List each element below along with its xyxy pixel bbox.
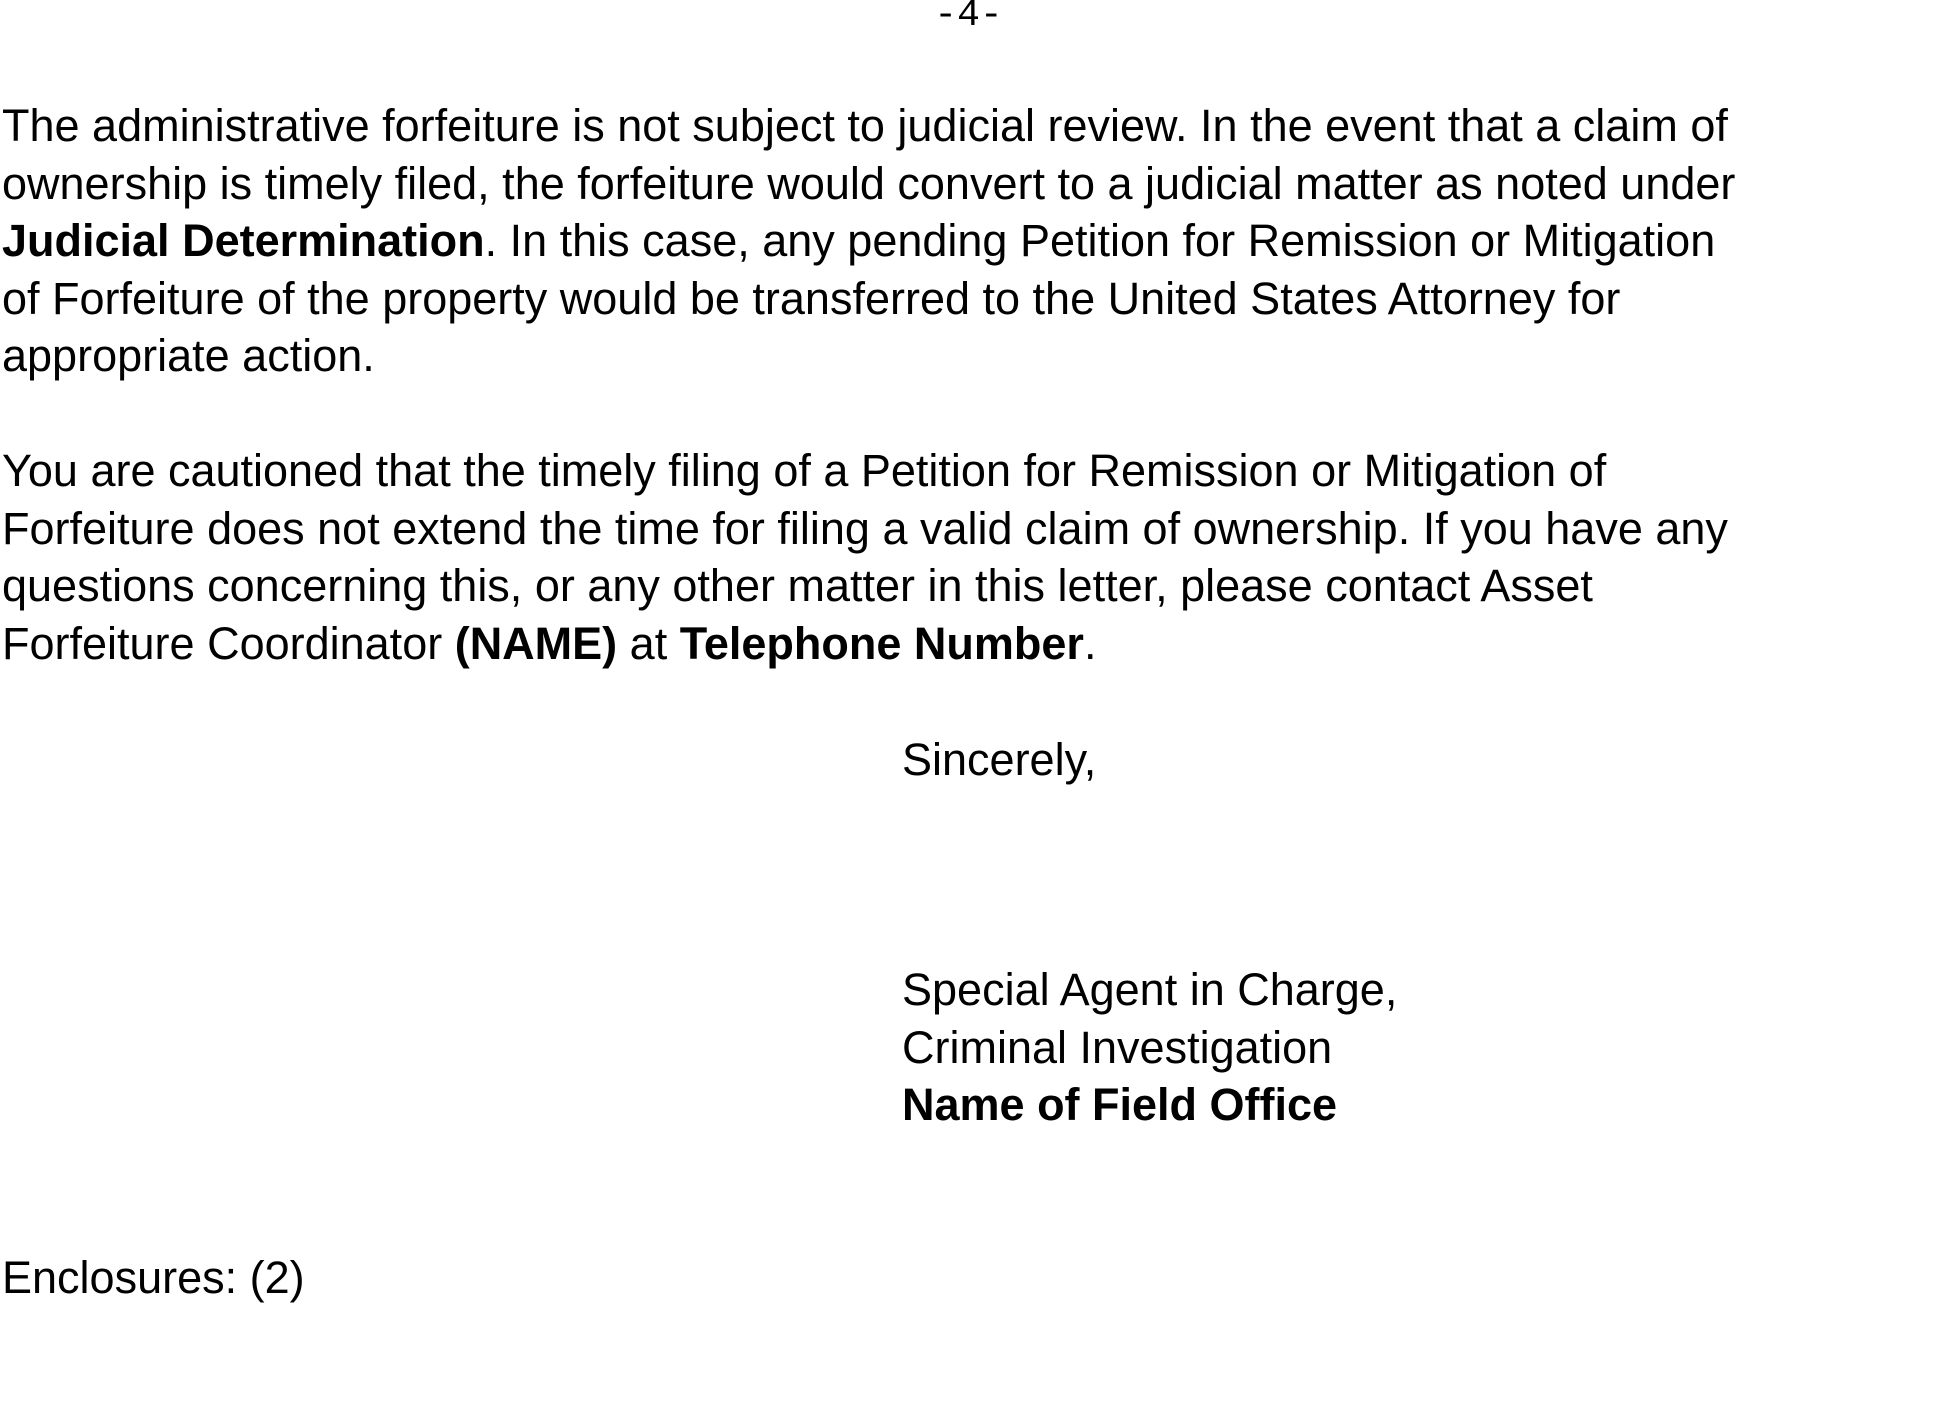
- paragraph-text: Forfeiture Coordinator: [2, 617, 455, 669]
- coordinator-name-placeholder: (NAME): [454, 617, 618, 669]
- paragraph-line: The administrative forfeiture is not subject to judicial review. In the event that a claim of: [2, 100, 1728, 151]
- field-office-placeholder: [902, 1076, 1397, 1134]
- paragraph-line: ownership is timely filed, the forfeiture would convert to a judicial matter as noted under: [2, 157, 1736, 209]
- paragraph-text: . In this case, any pending Petition for Remission or Mitigation: [484, 215, 1716, 266]
- paragraph-text: at: [617, 617, 680, 669]
- paragraph-line: [2, 615, 1932, 673]
- paragraph-line: [2, 212, 1932, 270]
- paragraph-caution: [2, 442, 1932, 672]
- signer-division: Criminal Investigation: [902, 1021, 1333, 1073]
- signer-title: Special Agent in Charge,: [902, 964, 1398, 1015]
- paragraph-line: questions concerning this, or any other matter in this letter, please contact Asset: [2, 560, 1593, 611]
- paragraph-line: You are cautioned that the timely filing of a Petition for Remission or Mitigation of: [2, 445, 1607, 496]
- paragraph-judicial-review: [2, 97, 1932, 385]
- telephone-number-placeholder: Telephone Number: [679, 617, 1084, 669]
- paragraph-text: .: [1083, 617, 1097, 669]
- paragraph-line: Forfeiture does not extend the time for filing a valid claim of ownership. If you have any: [2, 502, 1728, 554]
- page-number: -4-: [934, 0, 1003, 37]
- signature-block: [902, 961, 1397, 1134]
- paragraph-line: of Forfeiture of the property would be transferred to the United States Attorney for: [2, 272, 1621, 324]
- closing-salutation: Sincerely,: [902, 734, 1097, 785]
- judicial-determination-heading: Judicial Determination: [2, 215, 485, 266]
- field-office-name: Name of Field Office: [902, 1079, 1338, 1130]
- enclosures-note: Enclosures: (2): [2, 1252, 305, 1303]
- paragraph-line: appropriate action.: [2, 330, 375, 381]
